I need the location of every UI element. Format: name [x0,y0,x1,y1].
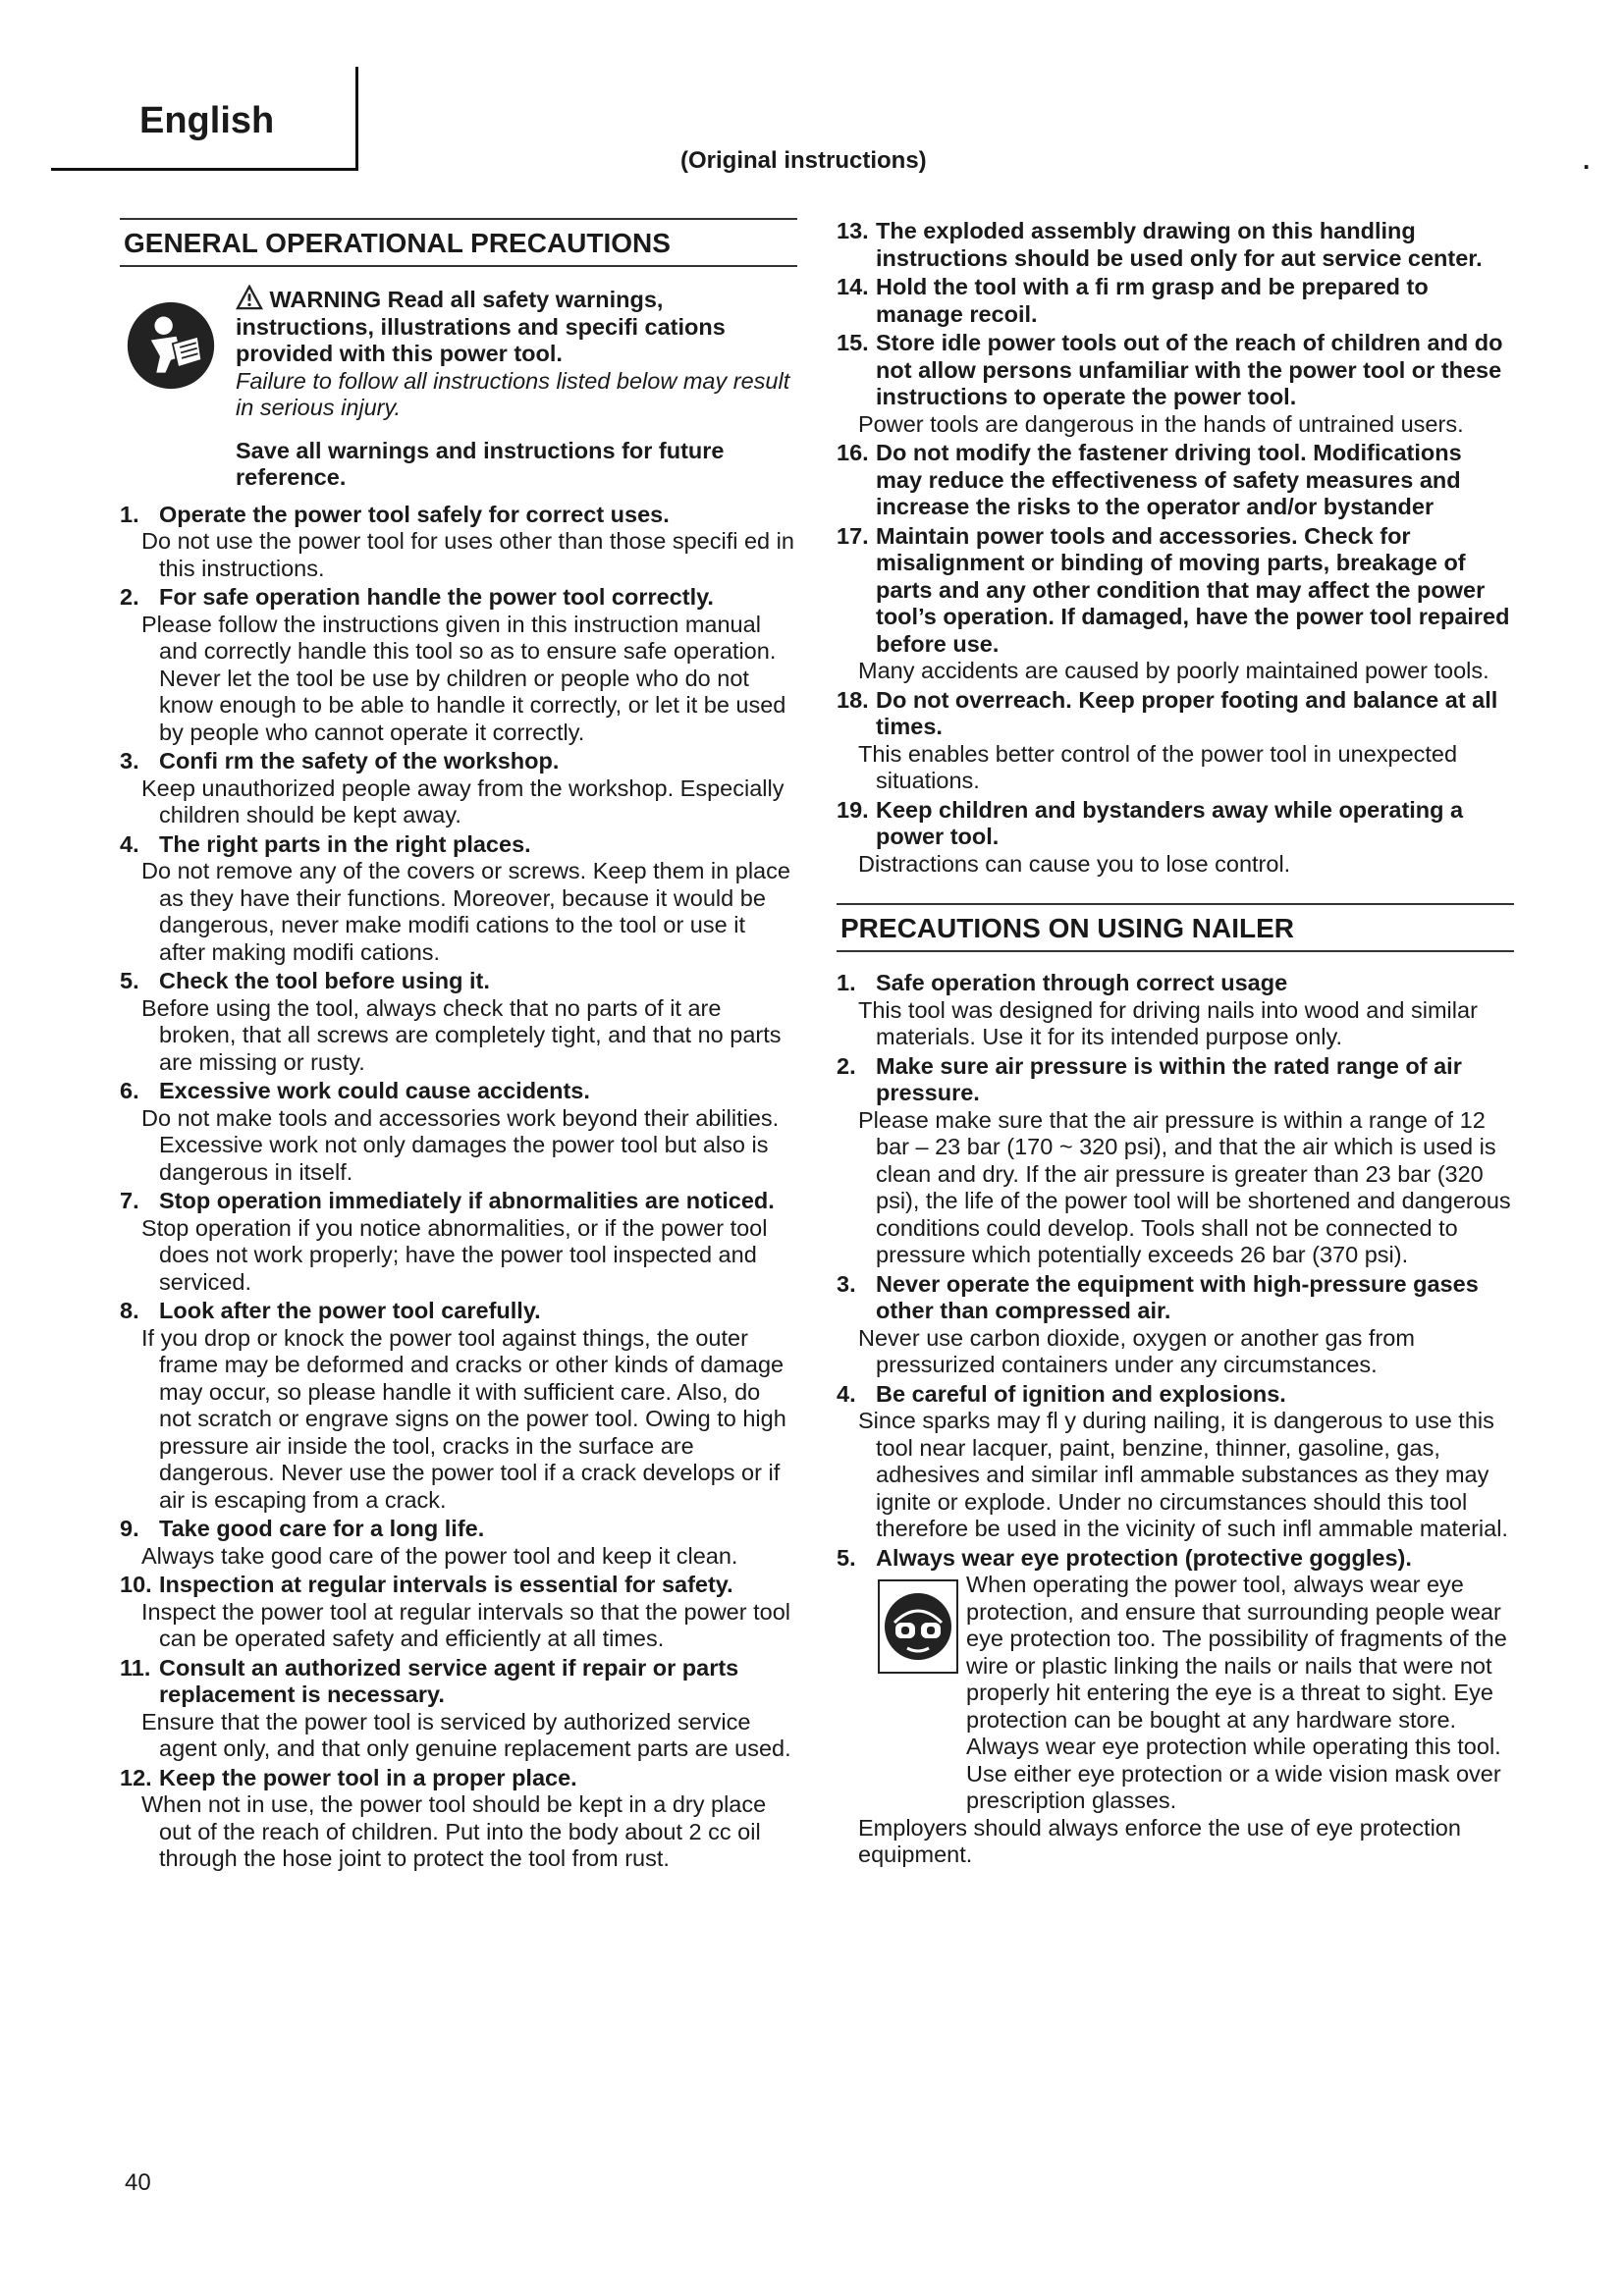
item-number: 12. [120,1764,152,1790]
item-body: Inspect the power tool at regular intervals so that the power tool can be operated safety and efficiently at all times. [141,1598,790,1651]
list-item [120,831,797,967]
item-body: If you drop or knock the power tool against things, the outer frame may be deformed and cracks or other kinds of damage may occur, so please handle it with sufficient care. Also, do not scratch or engrave signs on the power tool. Owing to high pressure air inside the tool, cracks in the surface are dangerous. Never use the power tool if a crack develops or if air is escaping from a crack. [141,1324,786,1513]
list-item [837,1271,1514,1379]
list-item [120,502,797,583]
item-number: 1. [120,501,139,527]
item-title: Do not modify the fastener driving tool. Modifications may reduce the effectiveness of safety measures and increase the risks to the operator and/or bystander [876,440,1462,519]
item-title: Take good care for a long life. [159,1516,485,1541]
item-title: Maintain power tools and accessories. Check for misalignment or binding of moving parts, breakage of parts and any other condition that may affect the power tool’s operation. If damaged, have the power tool repaired before use. [876,522,1510,657]
item-body: Always take good care of the power tool and keep it clean. [141,1542,738,1569]
list-item [120,968,797,1076]
nailer-precautions-heading: PRECAUTIONS ON USING NAILER [837,903,1514,952]
eye-protection-icon [878,1579,958,1674]
item-body: This enables better control of the power tool in unexpected situations. [858,740,1458,793]
item-title: The right parts in the right places. [159,830,531,857]
item-title: Inspection at regular intervals is essential for safety. [159,1572,733,1597]
item-number: 19. [837,796,869,823]
item-body: Please make sure that the air pressure is within a range of 12 bar – 23 bar (170 ~ 320 psi), and that the air which is used is clean and dry. If the air pressure is greater than 23 bar (320 psi), the life of the power tool will be shortened and dangerous conditions could develop. Tools shall not be connected to pressure which potentially exceeds 26 bar (370 psi). [858,1106,1511,1267]
item-body: Distractions can cause you to lose control. [858,850,1291,877]
item-number: 11. [120,1654,151,1681]
item-title: Stop operation immediately if abnormalities are noticed. [159,1188,775,1213]
item-title: Operate the power tool safely for correct uses. [159,501,670,527]
list-item [120,584,797,746]
item-title: The exploded assembly drawing on this handling instructions should be used only for aut service center. [876,218,1483,271]
warning-italic-text: Failure to follow all instructions listed below may result in serious injury. [236,367,790,420]
item-number: 6. [120,1078,139,1103]
item-body: Please follow the instructions given in this instruction manual and correctly handle this tool so as to ensure safe operation. Never let the tool be use by children or people who do not know enough to be able to handle it correctly, or let it be used by people who cannot operate it correctly. [141,611,786,745]
list-item [837,1545,1514,1869]
item-body: Stop operation if you notice abnormalities, or if the power tool does not work properly; have the power tool inspected and serviced. [141,1214,768,1295]
list-item [120,1188,797,1296]
item-number: 16. [837,440,869,465]
item-number: 7. [120,1188,139,1213]
item-title: Keep the power tool in a proper place. [159,1764,577,1790]
item-title: Safe operation through correct usage [876,970,1288,995]
item-title: Keep children and bystanders away while operating a power tool. [876,796,1464,849]
item-number: 4. [120,830,139,857]
list-item [837,687,1514,795]
list-item [837,1381,1514,1543]
item-title: Excessive work could cause accidents. [159,1078,590,1103]
item-body: When not in use, the power tool should be kept in a dry place out of the reach of children. Put into the body about 2 cc oil through the hose joint to protect the tool from rust. [141,1791,767,1871]
item-body: Do not remove any of the covers or screws. Keep them in place as they have their functions. Moreover, because it would be dangerous, never make modifi cations to the tool or use it after making modifi cations. [141,858,790,965]
item-number: 5. [120,968,139,993]
item-number: 3. [837,1270,856,1297]
warning-text: WARNING Read all safety warnings, instructions, illustrations and specifi cations provided with this power tool. [236,287,726,366]
item-number: 10. [120,1572,152,1597]
list-item [837,1053,1514,1269]
item-body: This tool was designed for driving nails into wood and similar materials. Use it for its intended purpose only. [858,996,1478,1049]
list-item [120,1078,797,1186]
item-number: 9. [120,1516,139,1541]
item-number: 17. [837,522,869,549]
item-number: 13. [837,218,869,243]
list-item [837,523,1514,685]
list-item [837,440,1514,521]
eye-protection-body: When operating the power tool, always wear eye protection, and ensure that surrounding people wear eye protection too. The possibility of fragments of the wire or plastic linking the nails or nails that were not properly hit entering the eye is a threat to sight. Eye protection can be bought at any hardware store. Always wear eye protection while operating this tool. Use either eye protection or a wide vision mask over prescription glasses. [966,1572,1507,1813]
list-item [837,970,1514,1051]
warning-block [120,285,797,422]
language-tab [51,67,358,171]
item-title: Look after the power tool carefully. [159,1298,541,1323]
item-body: Keep unauthorized people away from the workshop. Especially children should be kept away. [141,774,785,828]
item-number: 18. [837,686,869,713]
item-body: Ensure that the power tool is serviced by authorized service agent only, and that only genuine replacement parts are used. [141,1708,791,1761]
save-instructions-text: Save all warnings and instructions for future reference. [236,437,725,490]
item-title: Confi rm the safety of the workshop. [159,748,560,774]
item-number: 2. [120,584,139,610]
list-item [837,330,1514,438]
item-number: 3. [120,748,139,774]
general-precautions-heading: GENERAL OPERATIONAL PRECAUTIONS [120,218,797,267]
list-item [120,1655,797,1763]
item-number: 8. [120,1298,139,1323]
language-label: English [139,100,275,141]
item-number: 5. [837,1544,856,1571]
item-title: Make sure air pressure is within the rated range of air pressure. [876,1052,1462,1105]
item-number: 1. [837,970,856,995]
item-number: 14. [837,274,869,299]
item-title: Check the tool before using it. [159,968,490,993]
list-item [120,748,797,829]
item-title: Consult an authorized service agent if repair or parts replacement is necessary. [159,1654,739,1707]
item-title: Be careful of ignition and explosions. [876,1380,1286,1407]
read-manual-icon [126,300,216,391]
item-number: 15. [837,330,869,355]
list-item [120,1298,797,1514]
employers-text: Employers should always enforce the use of eye protection equipment. [858,1814,1461,1867]
original-instructions-label: (Original instructions) [680,147,927,174]
item-title: Hold the tool with a fi rm grasp and be prepared to manage recoil. [876,274,1429,327]
right-column [837,218,1514,1871]
item-body: Power tools are dangerous in the hands of untrained users. [858,410,1464,437]
list-item [120,1765,797,1873]
list-item [837,274,1514,328]
item-title: Never operate the equipment with high-pressure gases other than compressed air. [876,1270,1479,1323]
list-item [837,797,1514,879]
item-body: Do not make tools and accessories work beyond their abilities. Excessive work not only damages the power tool but also is dangerous in itself. [141,1104,780,1185]
page-number: 40 [125,2169,151,2196]
item-body: Many accidents are caused by poorly maintained power tools. [858,658,1489,683]
header-dot: . [1583,145,1591,175]
item-number: 2. [837,1052,856,1079]
list-item [120,1516,797,1570]
item-body: Never use carbon dioxide, oxygen or another gas from pressurized containers under any circumstances. [858,1324,1415,1377]
item-title: Always wear eye protection (protective goggles). [876,1544,1412,1571]
item-title: Do not overreach. Keep proper footing and balance at all times. [876,686,1498,739]
item-title: For safe operation handle the power tool correctly. [159,584,714,610]
list-item [837,218,1514,272]
warning-title [236,285,797,368]
left-column [120,218,797,1875]
list-item [120,1572,797,1653]
item-body: Do not use the power tool for uses other than those specifi ed in this instructions. [141,528,794,581]
item-title: Store idle power tools out of the reach of children and do not allow persons unfamiliar with the power tool or these instructions to operate the power tool. [876,330,1503,409]
eye-protection-block [837,1572,1514,1815]
item-number: 4. [837,1380,856,1407]
item-body: Before using the tool, always check that no parts of it are broken, that all screws are completely tight, and that no parts are missing or rusty. [141,994,782,1075]
warning-triangle-icon [236,285,263,310]
item-body: Since sparks may fl y during nailing, it is dangerous to use this tool near lacquer, paint, benzine, thinner, gasoline, gas, adhesives and similar infl ammable substances as they may ignite or explode. Under no circumstances should this tool therefore be used in the vicinity of such infl ammable material. [858,1408,1508,1541]
